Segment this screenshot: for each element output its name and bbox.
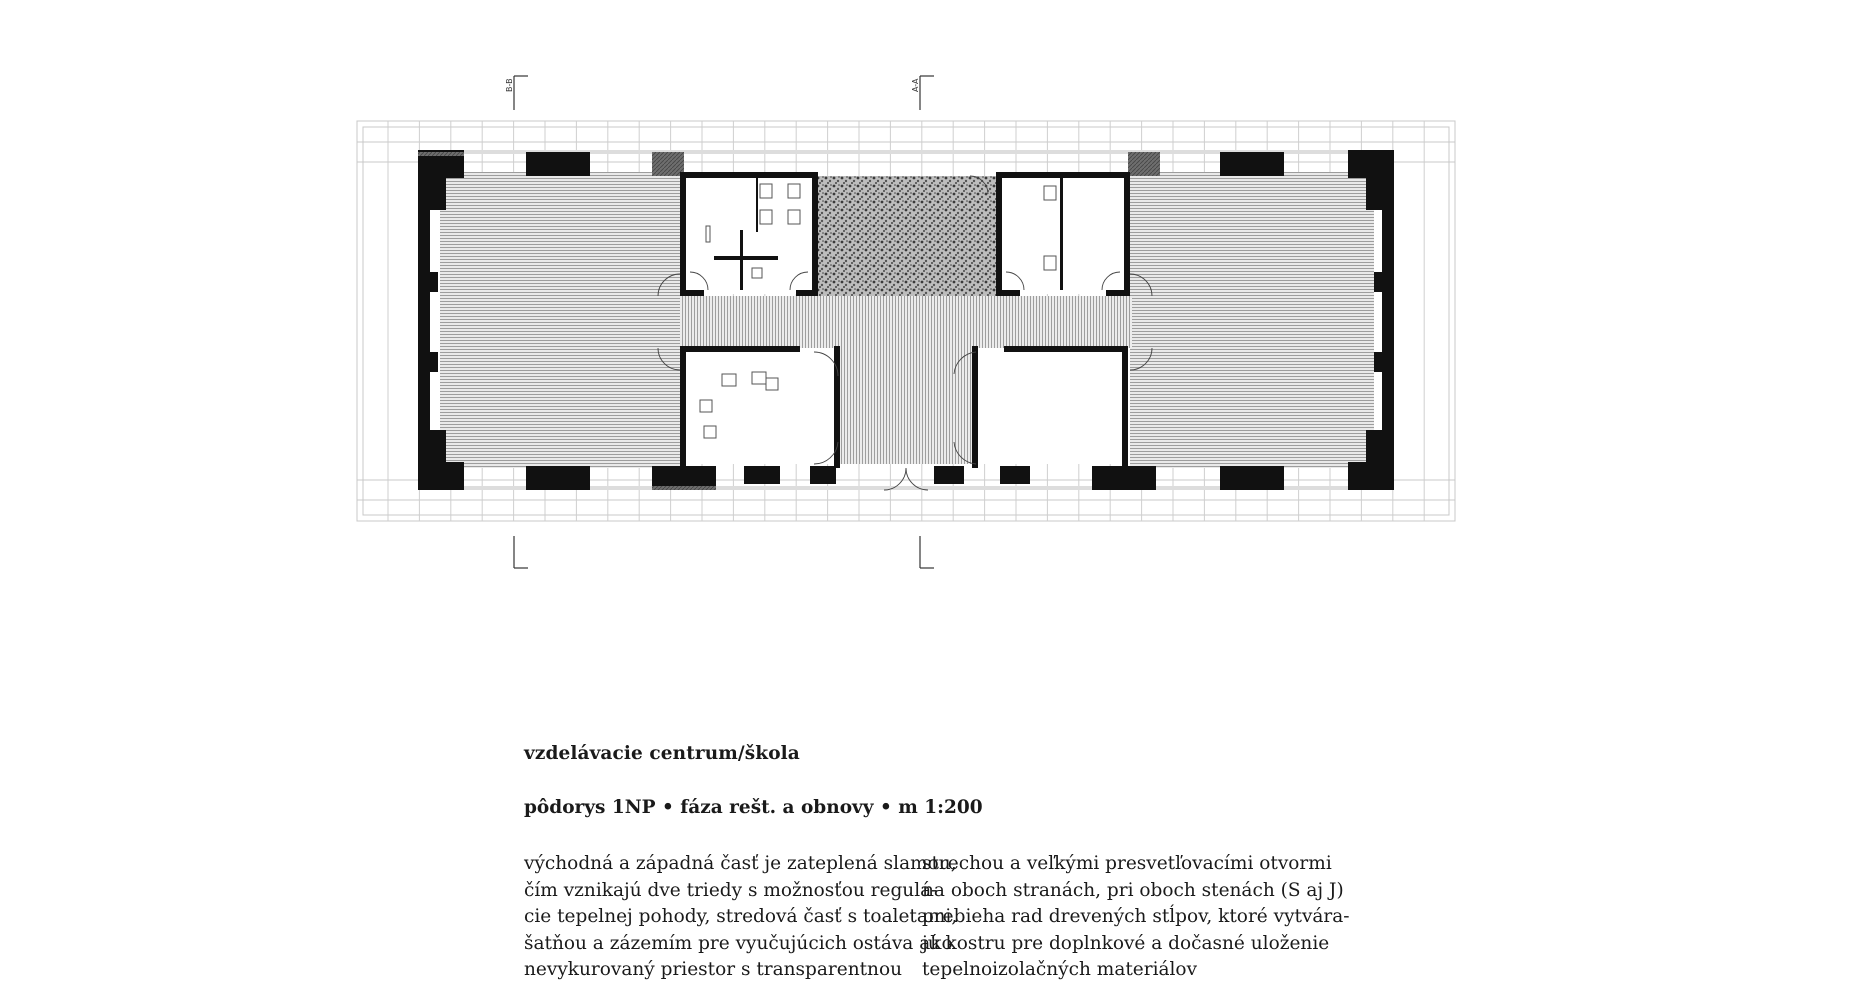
- toilet-room-west: [684, 176, 818, 294]
- section-label-b: B-B: [505, 78, 514, 92]
- central-hall: [840, 346, 972, 464]
- caption-line: jú kostru pre doplnkové a dočasné uloženie: [922, 932, 1330, 954]
- caption-line: nevykurovaný priestor s transparentnou: [524, 959, 903, 980]
- caption-line: tepelnoizolačných materiálov: [922, 959, 1198, 980]
- caption-line: prebieha rad drevených stĺpov, ktoré vytvára-: [922, 906, 1350, 927]
- central-corridor: [680, 296, 1132, 348]
- caption-line: na oboch stranách, pri oboch stenách (S aj J): [922, 879, 1344, 901]
- east-classroom: [1130, 172, 1374, 468]
- caption-text-left: [524, 851, 957, 984]
- caption-line: čím vznikajú dve triedy s možnosťou regulá-: [524, 879, 938, 901]
- caption-line: cie tepelnej pohody, stredová časť s toaletami,: [524, 906, 958, 927]
- caption-subtitle: pôdorys 1NP • fáza rešt. a obnovy • m 1:200: [524, 797, 983, 818]
- cloakroom: [974, 348, 1124, 464]
- staff-room: [684, 348, 838, 464]
- section-label-a: A-A: [911, 78, 920, 92]
- caption-line: východná a západná časť je zateplená slamou,: [524, 853, 957, 874]
- caption-title: vzdelávacie centrum/škola: [524, 743, 800, 764]
- atrium-gravel: [818, 176, 996, 296]
- caption-text-right: [922, 851, 1350, 984]
- west-classroom: [440, 172, 684, 468]
- caption-line: strechou a veľkými presvetľovacími otvormi: [922, 853, 1332, 874]
- caption-line: šatňou a zázemím pre vyučujúcich ostáva ako: [524, 932, 953, 954]
